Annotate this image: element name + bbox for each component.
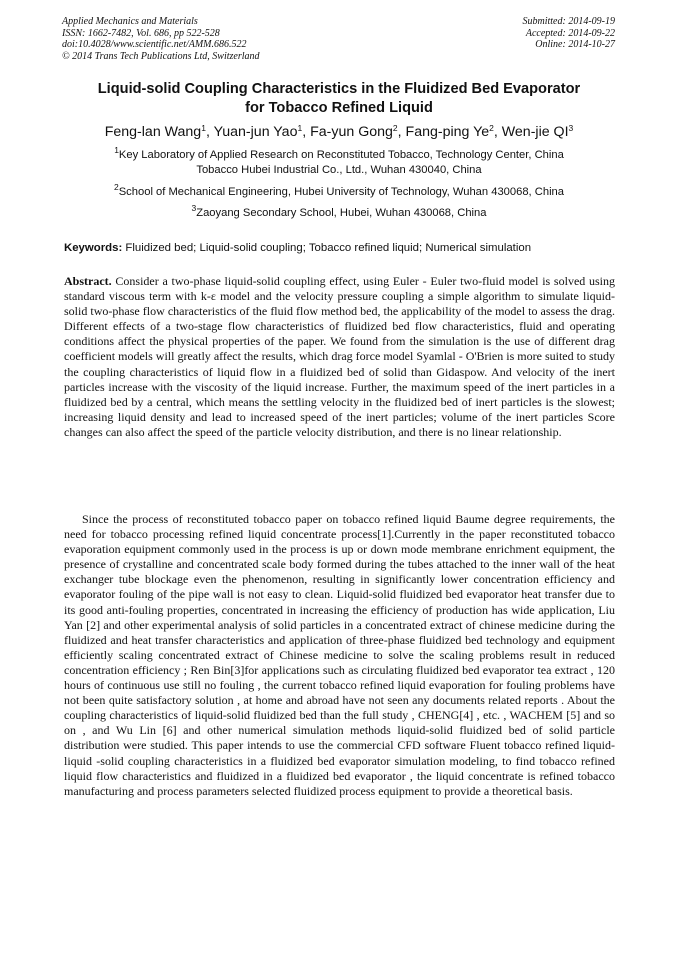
author-affiliation-mark: 3 <box>568 123 574 133</box>
accepted-date: Accepted: 2014-09-22 <box>525 27 615 39</box>
title-line-2: for Tobacco Refined Liquid <box>245 100 433 116</box>
keywords-text: Fluidized bed; Liquid-solid coupling; Tobacco refined liquid; Numerical simulation <box>125 242 532 254</box>
affiliation-mark: 2 <box>113 182 119 192</box>
issn-line: ISSN: 1662-7482, Vol. 686, pp 522-528 <box>62 27 220 39</box>
affiliation-1 <box>40 145 638 178</box>
author-name: Feng-lan Wang <box>104 124 202 140</box>
submitted-date: Submitted: 2014-09-19 <box>522 16 615 27</box>
affiliation-mark: 3 <box>191 203 197 213</box>
abstract-text: Consider a two-phase liquid-solid coupling effect, using Euler - Euler two-fluid model is solved using standard viscous term with k-ε model and the velocity pressure coupling a simple algorithm to simulate liquid-solid two-phase flow characteristics of the fluid flow method bed, the applicability of the model to assess the drag. Different effects of a two-stage flow characteristics of fluidized bed flow characteristics, fluid and operating conditions affect the physical properties of the paper. We found from the simulation is the use of different drag coefficient models will greatly affect the results, which drag force model Syamlal - O'Brien is more suited to study the coupling characteristics of liquid flow in a fluidized bed of solid than Gidaspow. And velocity of the inert particles increase with the viscosity of the liquid increase. Further, the maximum speed of the inert particles in a fluidized bed by a central, which means the settling velocity in the fluidized bed of inert particles is the slowest; increasing liquid density and lead to increased speed of the inert particles; volume of the inert particles Score changes can also affect the speed of the particle velocity distribution, and there is no linear relationship. <box>64 274 616 439</box>
journal-name: Applied Mechanics and Materials <box>62 16 198 27</box>
affiliation-text: School of Mechanical Engineering, Hubei University of Technology, Wuhan 430068, China <box>118 186 565 198</box>
author-list: Feng-lan Wang$^1$, Yuan-jun Yao$^1$, Fa-yun Gong$^2$, Fang-ping Ye$^2$, Wen-jie $QI^3$ <box>104 123 574 140</box>
introduction-paragraph: Since the process of reconstituted tobacco paper on tobacco refined liquid Baume degree requirements, the need for tobacco processing refined liquid concentrate process[1].Currently in the paper reconstituted tobacco evaporation equipment commonly used in the process is up or down mode membrane enrichment equipment, the presence of crystalline and concentrated scale body formed during the tubes attached to the inner wall of the heat exchanger tube blockage even the phenomenon, resulting in significantly lower concentration efficiency and evaporator fouling of the pipe wall is not easy to clean. Liquid-solid fluidized bed evaporator heat transfer due to its good anti-fouling properties, concentrated in increasing the efficiency of production has wide application, Liu Yan [2] and other experimental analysis of solid particles in a concentrated extract of chinese medicine during the fluidized and heat transfer characteristics and application of three-phase fluidized bed technology and equipment efficiently scaling concentrated extract of Chinese medicine to solve the scaling problems result in reduced concentration efficiency ; Ren Bin[3]for applications such as circulating fluidized bed evaporator tea extract , 120 hours of continuous use still no fouling , the current tobacco refined liquid evaporation for fouling problems have not been quite satisfactory solution , at home and abroad have not seen any documents related reports . About the coupling characteristics of liquid-solid fluidized bed than the full study , CHENG[4] , etc. , WACHEM [5] and so on , and Wu Lin [6] and other numerical simulation methods liquid-solid fluidized bed of solid particle distribution were studied. This paper intends to use the commercial CFD software Fluent tobacco refined liquid-liquid -solid coupling characteristics in a fluidized bed evaporator simulation modeling, to find tobacco refined liquid flow characteristics and fluidized in a fluidized bed evaporator , the liquid concentrate is refined tobacco manufacturing and process parameters selected fluidized process equipment to provide a theoretical basis. <box>64 512 615 798</box>
publication-dates <box>523 16 616 51</box>
affiliation-text: Tobacco Hubei Industrial Co., Ltd., Wuhan 430040, China <box>196 164 482 176</box>
publication-info <box>62 16 260 62</box>
paper-title <box>40 80 638 118</box>
abstract-label: Abstract. <box>64 274 112 288</box>
keywords-label: Keywords: <box>64 242 123 254</box>
author-affiliation-mark: 2 <box>392 123 398 133</box>
author-name: Wen-jie QI <box>501 124 569 140</box>
abstract-paragraph <box>64 274 615 440</box>
author-name: Yuan-jun Yao <box>213 124 298 140</box>
online-date: Online: 2014-10-27 <box>535 39 615 50</box>
affiliation-mark: 1 <box>114 145 119 155</box>
author-affiliation-mark: 1 <box>297 123 303 133</box>
affiliation-text: Zaoyang Secondary School, Hubei, Wuhan 430068, China <box>196 207 487 219</box>
copyright-line: © 2014 Trans Tech Publications Ltd, Switzerland <box>62 50 260 62</box>
author-name: Fa-yun Gong <box>310 124 393 140</box>
author-affiliation-mark: 2 <box>489 123 494 133</box>
affiliation-text: Key Laboratory of Applied Research on Reconstituted Tobacco, Technology Center, China <box>118 149 564 161</box>
title-line-1: Liquid-solid Coupling Characteristics in the Fluidized Bed Evaporator <box>97 81 581 97</box>
author-name: Fang-ping Ye <box>405 124 490 140</box>
affiliation-2 <box>40 182 638 200</box>
doi-line: doi:10.4028/www.scientific.net/AMM.686.522 <box>62 39 247 50</box>
affiliation-3 <box>40 203 638 221</box>
author-affiliation-mark: 1 <box>201 123 206 133</box>
keywords-line <box>64 241 624 255</box>
